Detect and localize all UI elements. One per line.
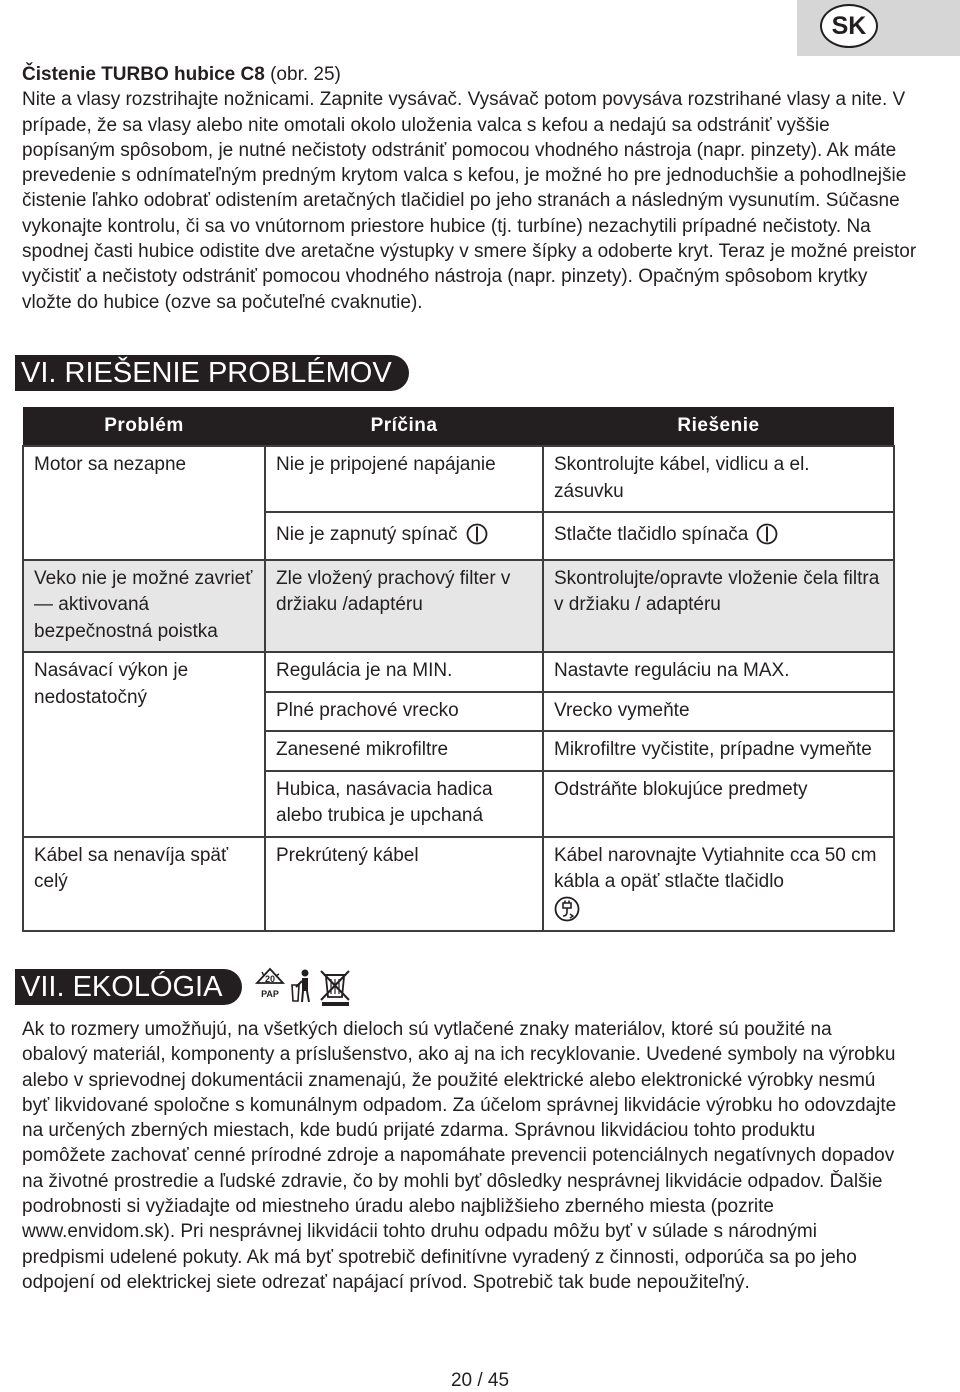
- cleaning-body: Nite a vlasy rozstrihajte nožnicami. Zapnite vysávač. Vysávač potom povysáva rozstrihané vlasy a nite. V prípade, že sa vlasy alebo nite omotali okolo uloženia valca s kefou a nedajú sa odstrániť vyššie popísaným spôsobom, je nutné nečistoty odstrániť pomocou vhodného nástroja (napr. pinzety). Ak máte prevedenie s odnímateľným predným krytom valca s kefou, je možné ho pre jednoduchšie a pohodlnejšie čistenie ľahko odobrať odistením aretačných tlačidiel po jeho stranách a následným vysunutím. Súčasne vykonajte kontrolu, či sa vo vnútornom priestore hubice (tj. turbíne) nezachytili prípadné nečistoty. Na spodnej časti hubice odistite dve aretačne výstupky v smere šípky a odoberte kryt. Teraz je možné preistor vyčistiť a nečistoty odstrániť pomocou vhodného nástroja (napr. pinzety). Opačným spôsobom krytky vložte do hubice (ozve sa počuteľné cvaknutie).: [22, 89, 917, 313]
- table-header-row: [23, 407, 894, 445]
- cause-text: Nie je zapnutý spínač: [276, 524, 458, 545]
- ecology-body: Ak to rozmery umožňujú, na všetkých dieloch sú vytlačené znaky materiálov, ktoré sú použité na obalový materiál, komponenty a príslušenstvo, ako aj na ich recyklovanie. Uvedené symboly na výrobku alebo v sprievodnej dokumentácii znamenajú, že použité elektrické alebo elektronické výrobky nesmú byť likvidované spoločne s komunálnym odpadom. Za účelom správnej likvidácie výrobku ho odovzdajte na určených zberných miestach, kde budú prijaté zdarma. Správnou likvidáciou tohto produktu pomôžete zachovať cenné prírodné zdroje a napomáhate prevencii potenciálnych negatívnych dopadov na životné prostredie a ľudské zdravie, čo by mohli byť dôsledky nesprávnej likvidácie odpadov. Ďalšie podrobnosti si vyžiadajte od miestneho úradu alebo najbližšieho zberného miesta (pozrite www.envidom.sk). Pri nesprávnej likvidácii tohto druhu odpadu môžu byť v súlade s národnými predpismi udelené pokuty. Ak má byť spotrebič definitívne vyradený z činnosti, odporúča sa po jeho odpojení od elektrickej siete odrezať napájací prívod. Spotrebič tak bude nepoužiteľný.: [22, 1019, 897, 1293]
- recycle-label: PAP: [261, 989, 279, 999]
- recycle-pap-icon: [257, 969, 283, 999]
- problem-cell: Motor sa nezapne: [23, 446, 265, 560]
- table-row: [23, 446, 894, 512]
- solution-cell: [543, 512, 894, 560]
- problem-cell: Kábel sa nenavíja späť celý: [23, 837, 265, 932]
- cleaning-section: [22, 62, 922, 315]
- cause-cell: Nie je pripojené napájanie: [265, 446, 543, 512]
- power-icon: [466, 523, 488, 545]
- solution-cell: [543, 837, 894, 932]
- problem-cell: Nasávací výkon je nedostatočný: [23, 652, 265, 837]
- power-icon: [756, 523, 778, 545]
- table-row: [23, 652, 894, 692]
- solution-cell: Nastavte reguláciu na MAX.: [543, 652, 894, 692]
- recycle-number: 20: [264, 974, 276, 984]
- cleaning-title-ref: (obr. 25): [264, 64, 341, 85]
- section-heading-troubleshooting: VI. RIEŠENIE PROBLÉMOV: [15, 355, 409, 391]
- solution-cell: Skontrolujte/opravte vloženie čela filtra v držiaku / adaptéru: [543, 560, 894, 653]
- cause-cell: Prekrútený kábel: [265, 837, 543, 932]
- solution-cell: Odstráňte blokujúce predmety: [543, 771, 894, 837]
- tidyman-icon: [292, 970, 309, 1003]
- column-header-solution: Riešenie: [543, 407, 894, 445]
- language-badge: SK: [820, 4, 878, 48]
- crossed-bin-icon: [321, 971, 349, 1006]
- cleaning-title: Čistenie TURBO hubice C8: [22, 64, 265, 85]
- column-header-cause: Príčina: [265, 407, 543, 445]
- problem-cell: Veko nie je možné zavrieť — aktivovaná bezpečnostná poistka: [23, 560, 265, 653]
- table-row: [23, 837, 894, 932]
- cause-cell: Hubica, nasávacia hadica alebo trubica je upchaná: [265, 771, 543, 837]
- cause-cell: Zanesené mikrofiltre: [265, 731, 543, 771]
- table-row: [23, 560, 894, 653]
- solution-cell: Vrecko vymeňte: [543, 692, 894, 732]
- solution-text: Stlačte tlačidlo spínača: [554, 524, 749, 545]
- cause-cell: Plné prachové vrecko: [265, 692, 543, 732]
- section-heading-ecology: VII. EKOLÓGIA: [15, 969, 242, 1005]
- column-header-problem: Problém: [23, 407, 265, 445]
- solution-cell: Skontrolujte kábel, vidlicu a el. zásuvku: [543, 446, 894, 512]
- troubleshooting-table: [22, 407, 895, 932]
- solution-cell: Mikrofiltre vyčistite, prípadne vymeňte: [543, 731, 894, 771]
- cause-cell: Regulácia je na MIN.: [265, 652, 543, 692]
- cause-cell: [265, 512, 543, 560]
- solution-text: Kábel narovnajte Vytiahnite cca 50 cm kábla a opäť stlačte tlačidlo: [554, 844, 877, 892]
- ecology-symbols: [252, 967, 356, 1007]
- cord-rewind-icon: [554, 896, 580, 922]
- page-number: 20 / 45: [450, 1370, 510, 1391]
- cause-cell: Zle vložený prachový filter v držiaku /adaptéru: [265, 560, 543, 653]
